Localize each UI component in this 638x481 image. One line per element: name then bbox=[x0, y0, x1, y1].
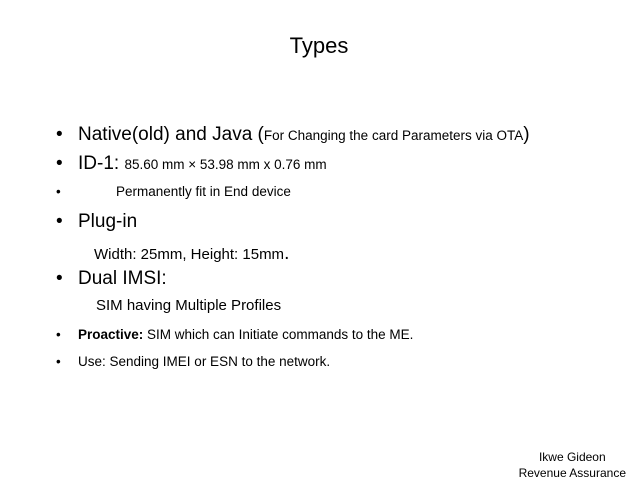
dimensions-period: . bbox=[284, 243, 290, 264]
bullet-dot: • bbox=[56, 268, 63, 289]
bullet-dot: • bbox=[56, 153, 63, 174]
bullet-dot: • bbox=[56, 327, 61, 342]
bullet-dot: • bbox=[56, 184, 61, 199]
bullet-detail-text: For Changing the card Parameters via OTA bbox=[263, 128, 524, 143]
bullet-native-java bbox=[56, 124, 530, 146]
bullet-main-text: Native(old) and Java ( bbox=[78, 124, 264, 145]
dual-imsi-description: SIM having Multiple Profiles bbox=[96, 297, 282, 314]
footer-department: Revenue Assurance bbox=[518, 466, 626, 480]
bullet-dot: • bbox=[56, 211, 63, 232]
bullet-permanently-fit bbox=[56, 184, 291, 199]
bullet-plug-in bbox=[56, 211, 137, 233]
bullet-text: SIM which can Initiate commands to the ME. bbox=[143, 327, 414, 342]
plug-in-dimensions bbox=[94, 243, 289, 265]
bullet-bold-label: Proactive: bbox=[78, 327, 144, 342]
bullet-proactive bbox=[56, 327, 413, 342]
bullet-main-text: ID-1: bbox=[78, 153, 125, 174]
dimensions-text: Width: 25mm, Height: 15mm bbox=[94, 246, 285, 263]
bullet-text: Use: Sending IMEI or ESN to the network. bbox=[78, 354, 331, 369]
bullet-use bbox=[56, 354, 330, 369]
bullet-detail-text: 85.60 mm × 53.98 mm x 0.76 mm bbox=[124, 157, 327, 172]
slide-title: Types bbox=[289, 33, 349, 58]
bullet-main-text: Dual IMSI: bbox=[78, 268, 167, 289]
bullet-dot: • bbox=[56, 124, 63, 145]
bullet-dot: • bbox=[56, 354, 61, 369]
footer-credit bbox=[519, 449, 626, 481]
bullet-text: Permanently fit in End device bbox=[116, 184, 291, 199]
bullet-dual-imsi bbox=[56, 268, 167, 290]
bullet-close-paren: ) bbox=[523, 124, 530, 145]
footer-author: Ikwe Gideon bbox=[538, 450, 606, 464]
bullet-main-text: Plug-in bbox=[78, 211, 138, 232]
bullet-id1 bbox=[56, 153, 327, 175]
